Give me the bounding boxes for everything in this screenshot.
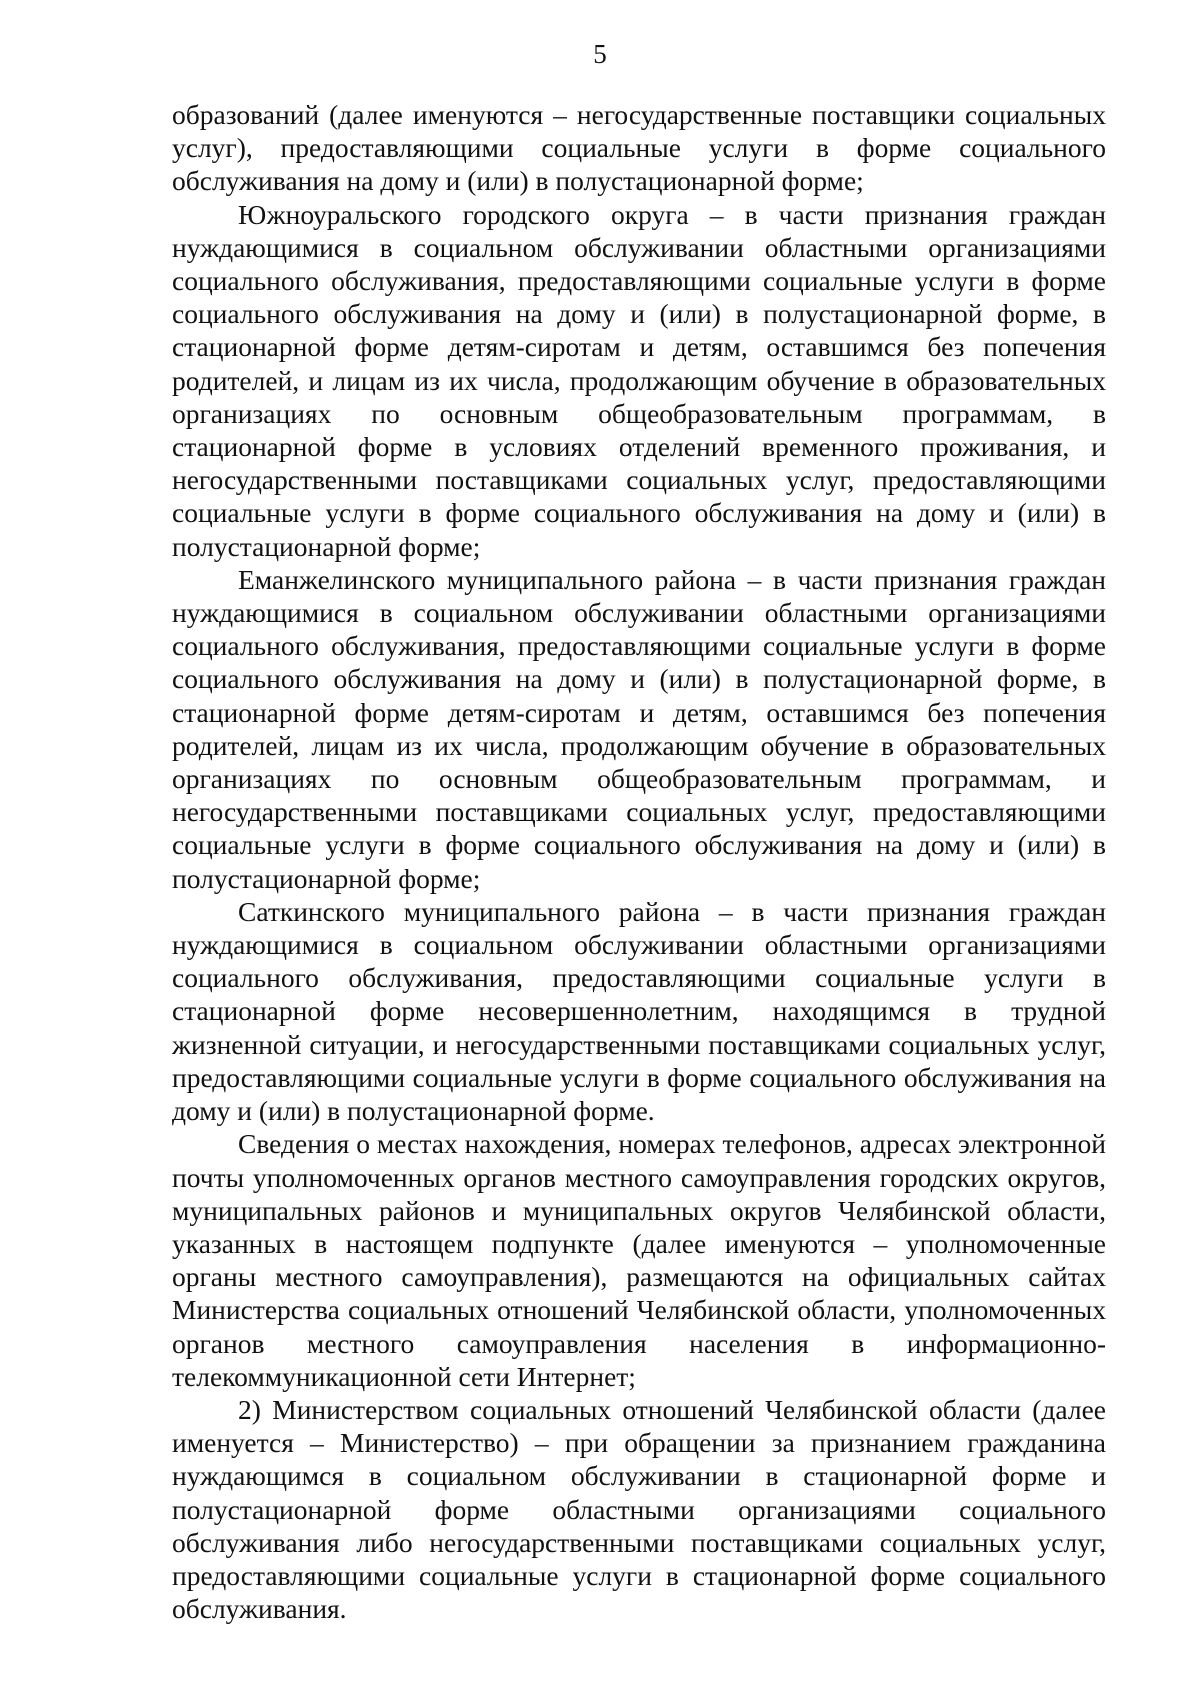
- paragraph-continuation: образований (далее именуются – негосударственные поставщики социальных услуг), предоставляющими социальные услуги в форме социального обслуживания на дому и (или) в полустационарной форме;: [172, 99, 1106, 197]
- paragraph-contact-info: Сведения о местах нахождения, номерах телефонов, адресах электронной почты уполномоченных органов местного самоуправления городских округов, муниципальных районов и муниципальных округов Челябинской области, указанных в настоящем подпункте (далее именуются – уполномоченные органы местного самоуправления), размещаются на официальных сайтах Министерства социальных отношений Челябинской области, уполномоченных органов местного самоуправления населения в информационно-телекоммуникационной сети Интернет;: [172, 1128, 1106, 1392]
- paragraph-emanzhelinsk: Еманжелинского муниципального района – в части признания граждан нуждающимися в социальном обслуживании областными организациями социального обслуживания, предоставляющими социальные услуги в форме социального обслуживания на дому и (или) в полустационарной форме, в стационарной форме детям-сиротам и детям, оставшимся без попечения родителей, лицам из их числа, продолжающим обучение в образовательных организациях по основным общеобразовательным программам, и негосударственными поставщиками социальных услуг, предоставляющими социальные услуги в форме социального обслуживания на дому и (или) в полустационарной форме;: [172, 563, 1106, 894]
- paragraph-ministry: 2) Министерством социальных отношений Челябинской области (далее именуется – Министерство) – при обращении за признанием гражданина нуждающимся в социальном обслуживании в стационарной форме и полустационарной форме областными организациями социального обслуживания либо негосударственными поставщиками социальных услуг, предоставляющими социальные услуги в стационарной форме социального обслуживания.: [172, 1393, 1106, 1625]
- paragraph-yuzhnouralsk: Южноуральского городского округа – в части признания граждан нуждающимися в социальном обслуживании областными организациями социального обслуживания, предоставляющими социальные услуги в форме социального обслуживания на дому и (или) в полустационарной форме, в стационарной форме детям-сиротам и детям, оставшимся без попечения родителей, и лицам из их числа, продолжающим обучение в образовательных организациях по основным общеобразовательным программам, в стационарной форме в условиях отделений временного проживания, и негосударственными поставщиками социальных услуг, предоставляющими социальные услуги в форме социального обслуживания на дому и (или) в полустационарной форме;: [172, 198, 1106, 562]
- paragraph-satka: Саткинского муниципального района – в части признания граждан нуждающимися в социальном обслуживании областными организациями социального обслуживания, предоставляющими социальные услуги в стационарной форме несовершеннолетним, находящимся в трудной жизненной ситуации, и негосударственными поставщиками социальных услуг, предоставляющими социальные услуги в форме социального обслуживания на дому и (или) в полустационарной форме.: [172, 895, 1106, 1127]
- document-body: [172, 98, 1106, 1625]
- page-number: 5: [593, 39, 607, 69]
